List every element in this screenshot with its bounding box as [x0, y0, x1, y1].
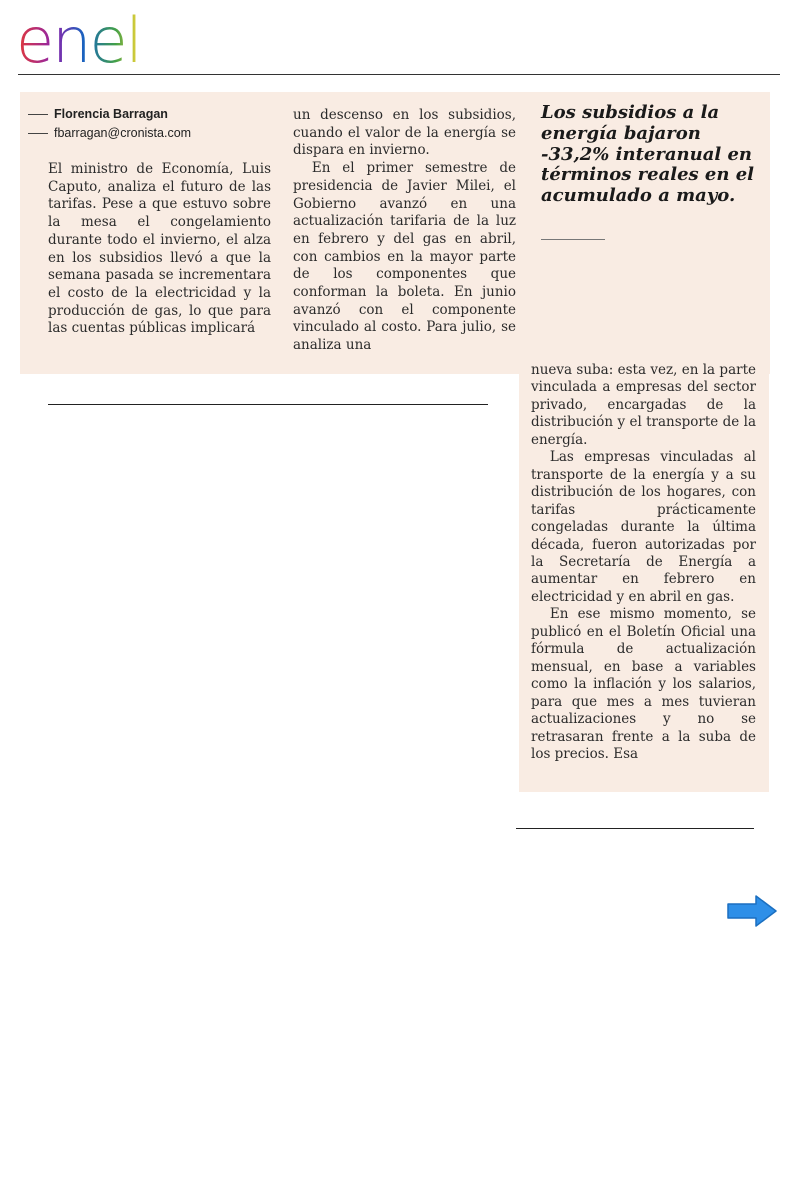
enel-logo — [14, 6, 182, 70]
separator-rule — [516, 828, 754, 829]
article-column-1 — [48, 161, 271, 338]
byline-dash — [28, 114, 48, 115]
paragraph: nueva suba: esta vez, en la parte vinculada a empresas del sector privado, encargadas de la distribución y el transporte de la energía. — [531, 362, 756, 448]
header-rule — [18, 74, 780, 75]
author-email-line — [28, 126, 191, 140]
separator-rule — [48, 404, 488, 405]
paragraph: un descenso en los subsidios, cuando el valor de la energía se dispara en invierno. — [293, 107, 516, 159]
pull-quote: Los subsidios a la energía bajaron -33,2% interanual en términos reales en el acumulado a mayo. — [541, 102, 755, 207]
author-email: fbarragan@cronista.com — [54, 126, 192, 140]
byline-dash — [28, 133, 48, 134]
author-name: Florencia Barragan — [54, 107, 168, 121]
article-column-2 — [293, 107, 516, 355]
article-column-3 — [531, 362, 756, 763]
paragraph: En ese mismo momento, se publicó en el Boletín Oficial una fórmula de actualización mensual, en base a variables como la inflación y los salarios, para que mes a mes tuvieran actualizaciones y no se retrasaran frente a la suba de los precios. Esa — [531, 606, 756, 762]
author-byline — [28, 107, 168, 121]
svg-text:enel: enel — [16, 6, 141, 70]
arrow-right-icon[interactable] — [725, 893, 779, 929]
paragraph: El ministro de Economía, Luis Caputo, analiza el futuro de las tarifas. Pese a que estuvo sobre la mesa el congelamiento durante todo el invierno, el alza en los subsidios llevó a que la semana pasada se incrementara el costo de la electricidad y la producción de gas, lo que para las cuentas públicas implicará — [48, 161, 271, 337]
paragraph: Las empresas vinculadas al transporte de la energía y a su distribución de los hogares, con tarifas prácticamente congeladas durante la última década, fueron autorizadas por la Secretaría de Energía a aumentar en febrero en electricidad y en abril en gas. — [531, 449, 756, 605]
paragraph: En el primer semestre de presidencia de Javier Milei, el Gobierno avanzó en una actualización tarifaria de la luz en febrero y del gas en abril, con cambios en la mayor parte de los componentes que conforman la boleta. En junio avanzó con el componente vinculado al costo. Para julio, se analiza una — [293, 160, 516, 354]
pull-quote-rule — [541, 239, 605, 240]
